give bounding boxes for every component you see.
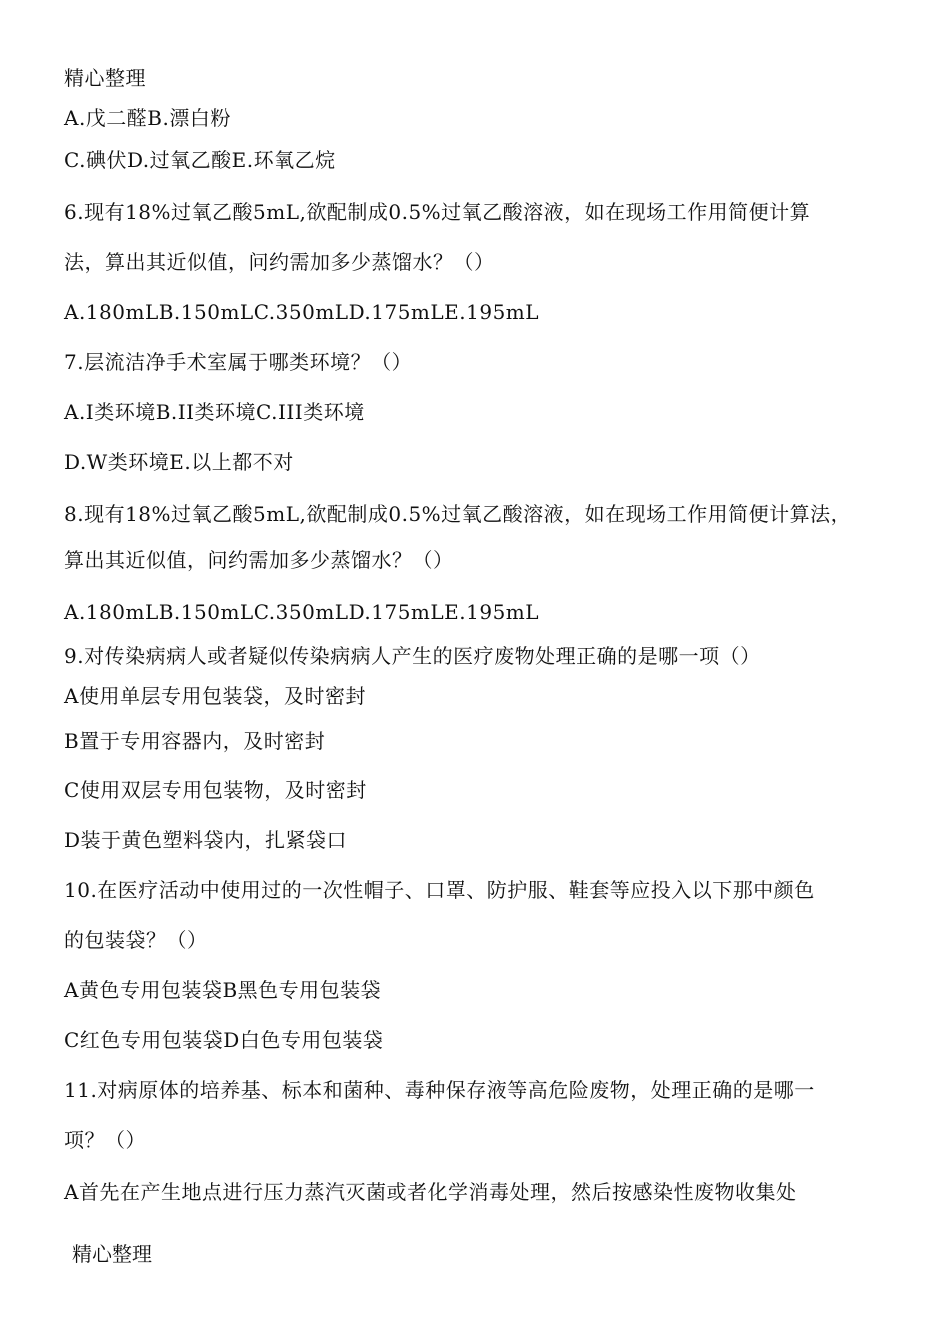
option-line: C红色专用包装袋D白色专用包装袋: [64, 1028, 384, 1052]
option-line: A.戊二醛B.漂白粉: [64, 106, 231, 130]
question-6-line-1: 6.现有18%过氧乙酸5mL,欲配制成0.5%过氧乙酸溶液，如在现场工作用简便计算: [64, 200, 811, 224]
question-10-line-2: 的包装袋？（）: [64, 928, 208, 952]
option-line: A.180mLB.150mLC.350mLD.175mLE.195mL: [64, 300, 540, 324]
question-7: 7.层流洁净手术室属于哪类环境？（）: [64, 350, 413, 374]
question-8-line-1: 8.现有18%过氧乙酸5mL,欲配制成0.5%过氧乙酸溶液，如在现场工作用简便计算法，: [64, 502, 852, 526]
option-line: A.I类环境B.II类环境C.III类环境: [64, 400, 365, 424]
question-8-line-2: 算出其近似值，问约需加多少蒸馏水？（）: [64, 548, 454, 572]
question-10-line-1: 10.在医疗活动中使用过的一次性帽子、口罩、防护服、鞋套等应投入以下那中颜色: [64, 878, 815, 902]
option-line: A.180mLB.150mLC.350mLD.175mLE.195mL: [64, 600, 540, 624]
option-line: C使用双层专用包装物，及时密封: [64, 778, 367, 802]
option-line: D.W类环境E.以上都不对: [64, 450, 294, 474]
question-9: 9.对传染病病人或者疑似传染病病人产生的医疗废物处理正确的是哪一项（）: [64, 644, 761, 668]
option-line: D装于黄色塑料袋内，扎紧袋口: [64, 828, 348, 852]
question-6-line-2: 法，算出其近似值，问约需加多少蒸馏水？（）: [64, 250, 495, 274]
option-line: A黄色专用包装袋B黑色专用包装袋: [64, 978, 382, 1002]
option-line: A首先在产生地点进行压力蒸汽灭菌或者化学消毒处理，然后按感染性废物收集处: [64, 1180, 797, 1204]
option-line: A使用单层专用包装袋，及时密封: [64, 684, 366, 708]
option-line: B置于专用容器内，及时密封: [64, 729, 326, 753]
option-line: C.碘伏D.过氧乙酸E.环氧乙烷: [64, 148, 336, 172]
question-11-line-2: 项？（）: [64, 1128, 146, 1152]
question-11-line-1: 11.对病原体的培养基、标本和菌种、毒种保存液等高危险废物，处理正确的是哪一: [64, 1078, 815, 1102]
page-header: 精心整理: [64, 66, 146, 90]
page-footer: 精心整理: [72, 1242, 152, 1266]
